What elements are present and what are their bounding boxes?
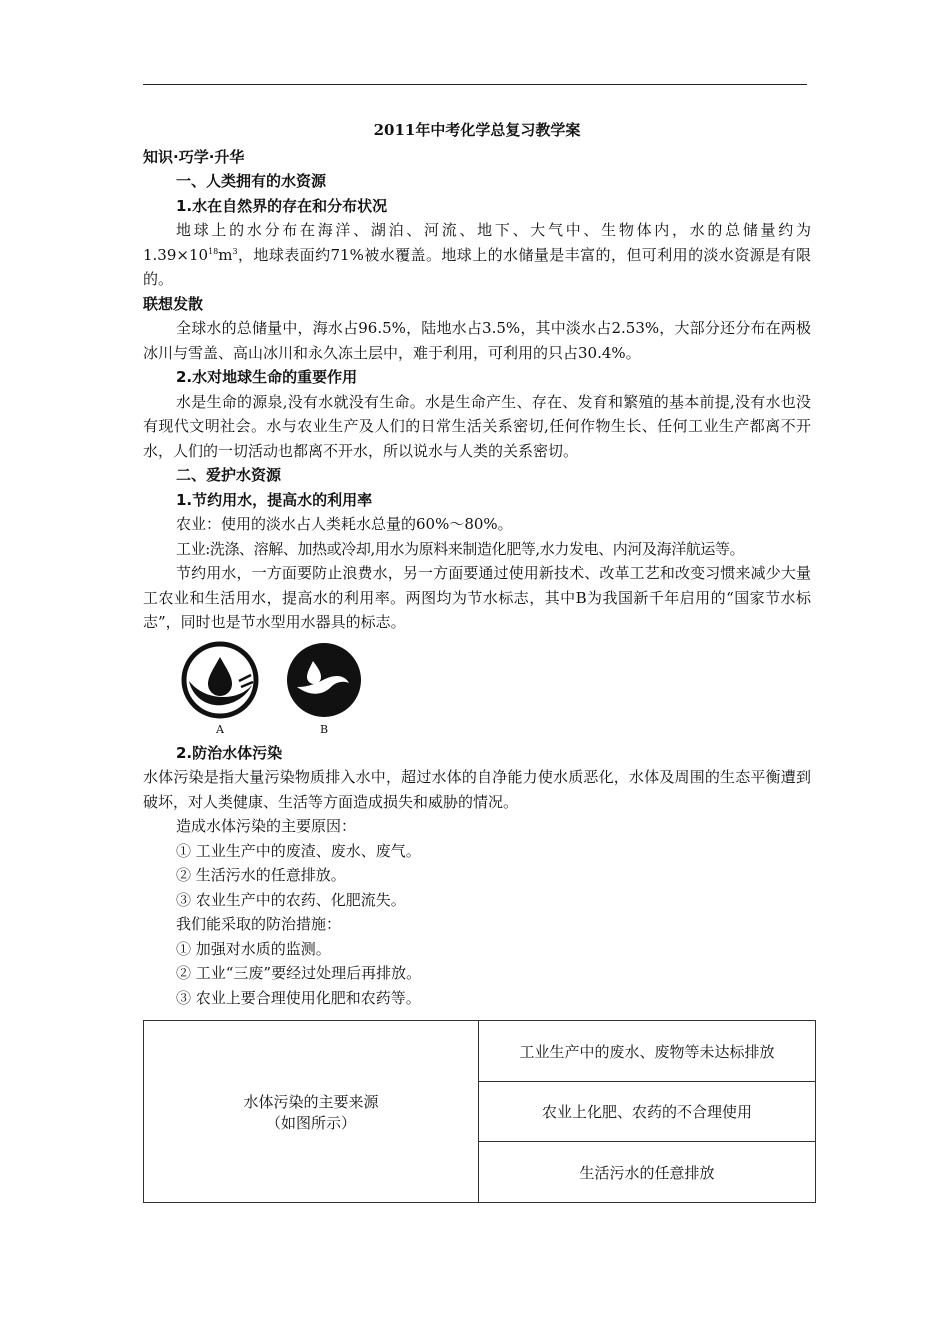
paragraph-industry: 工业:洗涤、溶解、加热或冷却,用水为原料来制造化肥等,水力发电、内河及海洋航运等。	[176, 539, 745, 558]
section-head: 知识·巧学·升华	[143, 147, 245, 166]
national-water-saving-icon	[283, 641, 365, 719]
paragraph-save-water: 节约用水，一方面要防止浪费水，另一方面要通过使用新技术、改革工艺和改变习惯来减少大量工农业和生活用水，提高水的利用率。两图均为节水标志，其中B为我国新千年启用的“国家节水标志”，同时也是节水型用水器具的标志。	[143, 564, 811, 631]
paragraph-agriculture: 农业：使用的淡水占人类耗水总量的60%～80%。	[176, 515, 513, 533]
measure-item: ③ 农业上要合理使用化肥和农药等。	[176, 988, 421, 1007]
cause-item: ① 工业生产中的废渣、废水、废气。	[176, 841, 421, 860]
table-left-cell: 水体污染的主要来源 （如图所示）	[144, 1021, 479, 1203]
header-rule	[143, 84, 807, 85]
measures-heading: 我们能采取的防治措施：	[176, 915, 342, 933]
document-body	[143, 118, 811, 1010]
cause-item: ② 生活污水的任意排放。	[176, 866, 346, 884]
paragraph-distribution: 地球上的水分布在海洋、湖泊、河流、地下、大气中、生物体内，水的总储量约为$1.39\times 10^{18}m^3$，地球表面约71%被水覆盖。地球上的水储量是丰富的，但可利用的淡水资源是有限的。	[143, 221, 811, 288]
table-row: 农业上化肥、农药的不合理使用	[479, 1082, 816, 1142]
paragraph-pollution-def: 水体污染是指大量污染物质排入水中，超过水体的自净能力使水质恶化，水体及周围的生态平衡遭到破坏，对人类健康、生活等方面造成损失和威胁的情况。	[143, 768, 811, 811]
doc-title: 2011年中考化学总复习教学案	[373, 121, 581, 139]
water-saving-logos	[179, 641, 811, 741]
subheading-importance: 2.水对地球生命的重要作用	[176, 368, 358, 386]
causes-heading: 造成水体污染的主要原因：	[176, 817, 357, 835]
heading-water-resources: 一、人类拥有的水资源	[176, 172, 327, 190]
paragraph-assoc: 全球水的总储量中，海水占96.5%，陆地水占3.5%，其中淡水占2.53%，大部分还分布在两极冰川与雪盖、高山冰川和永久冻土层中，难于利用，可利用的只占30.4%。	[143, 319, 811, 362]
paragraph-importance: 水是生命的源泉,没有水就没有生命。水是生命产生、存在、发育和繁殖的基本前提,没有水也没有现代文明社会。水与农业生产及人们的日常生活关系密切,任何作物生长、任何工业生产都离不开水，人们的一切活动也都离不开水，所以说水与人类的关系密切。	[143, 392, 811, 460]
logo-a: A	[179, 641, 261, 737]
measure-item: ② 工业“三废”要经过处理后再排放。	[176, 964, 422, 982]
pollution-sources-table	[143, 1020, 816, 1203]
heading-protect-water: 二、爱护水资源	[176, 466, 282, 484]
subheading-save-water: 1.节约用水，提高水的利用率	[176, 490, 373, 509]
subheading-distribution: 1.水在自然界的存在和分布状况	[176, 196, 388, 215]
table-row: 工业生产中的废水、废物等未达标排放	[479, 1021, 816, 1082]
water-drop-hand-icon	[179, 641, 261, 719]
logo-b: B	[283, 641, 365, 737]
table-row: 生活污水的任意排放	[479, 1142, 816, 1203]
subheading-pollution: 2.防治水体污染	[176, 743, 283, 762]
measure-item: ① 加强对水质的监测。	[176, 939, 331, 958]
cause-item: ③ 农业生产中的农药、化肥流失。	[176, 890, 406, 909]
assoc-heading: 联想发散	[143, 294, 204, 313]
